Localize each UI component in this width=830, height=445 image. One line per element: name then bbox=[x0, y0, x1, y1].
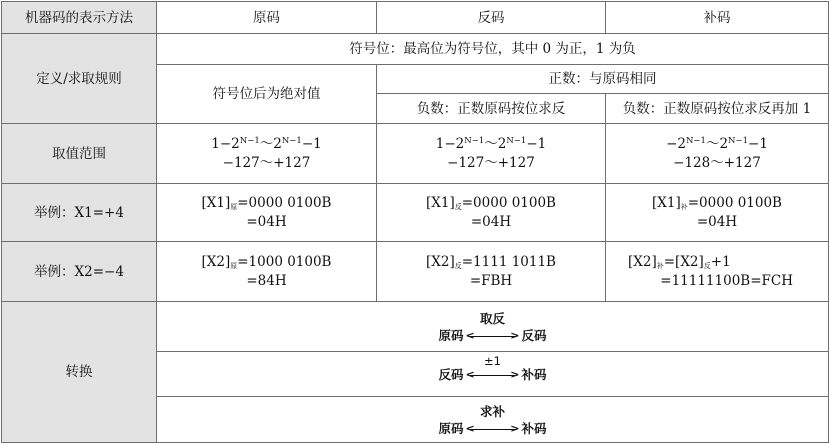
example2-label: 举例：X2=−4 bbox=[2, 242, 157, 302]
example2-twos-binary: $[X2]_补=[X2]_反+1$ bbox=[628, 253, 731, 270]
ones-negative-rule: 负数：正数原码按位求反 bbox=[377, 94, 606, 124]
double-arrow-icon: ±1 < > bbox=[465, 354, 520, 381]
double-arrow-icon: < > bbox=[465, 422, 520, 435]
conversion-2-left: 反码 bbox=[438, 366, 464, 382]
header-method: 机器码的表示方法 bbox=[2, 2, 157, 34]
positive-rule: 正数：与原码相同 bbox=[377, 65, 829, 94]
example1-ones-hex: =04H bbox=[470, 213, 512, 230]
conversion-3-right: 补码 bbox=[521, 420, 547, 436]
header-original: 原码 bbox=[157, 2, 377, 34]
range-original bbox=[157, 124, 377, 184]
conversion-label: 转换 bbox=[2, 302, 157, 443]
range-ones bbox=[377, 124, 606, 184]
conversion-row-1 bbox=[157, 302, 829, 352]
example2-original-hex: =84H bbox=[246, 272, 287, 289]
range-twos bbox=[606, 124, 829, 184]
example1-original-hex: =04H bbox=[246, 213, 287, 230]
range-twos-formula: $-2^{N-1}\sim 2^{N-1}-1$ bbox=[666, 135, 768, 152]
conversion-3-left: 原码 bbox=[438, 420, 464, 436]
header-ones: 反码 bbox=[377, 2, 606, 34]
conversion-1-over-label: 取反 bbox=[479, 310, 505, 326]
conversion-2-over-label: ±1 bbox=[484, 354, 501, 368]
sign-rule: 符号位：最高位为符号位，其中 0 为正，1 为负 bbox=[157, 34, 829, 65]
conversion-1-right: 反码 bbox=[521, 327, 547, 343]
range-twos-example: −128～+127 bbox=[673, 154, 761, 171]
example2-twos-hex: =11111100B=FCH bbox=[660, 272, 793, 289]
example1-twos-binary: $[X1]_补=0000$ 0100B bbox=[652, 194, 782, 211]
range-label: 取值范围 bbox=[2, 124, 157, 184]
machine-code-table bbox=[1, 1, 829, 443]
header-twos: 补码 bbox=[606, 2, 829, 34]
conversion-3-over-label: 求补 bbox=[479, 403, 505, 419]
example2-original bbox=[157, 242, 377, 302]
twos-negative-rule: 负数：正数原码按位求反再加 1 bbox=[606, 94, 829, 124]
example1-original-binary: $[X1]_原=0000$ 0100B bbox=[201, 194, 332, 211]
example1-twos bbox=[606, 184, 829, 242]
range-ones-example: −127～+127 bbox=[447, 154, 535, 171]
example1-ones-binary: $[X1]_反=0000$ 0100B bbox=[426, 194, 556, 211]
example2-original-binary: $[X2]_原=1000$ 0100B bbox=[201, 253, 332, 270]
conversion-row-2 bbox=[157, 352, 829, 397]
example1-ones bbox=[377, 184, 606, 242]
example2-twos bbox=[606, 242, 829, 302]
conversion-row-3 bbox=[157, 397, 829, 443]
example2-ones-binary: $[X2]_反=1111$ 1011B bbox=[426, 253, 556, 270]
original-rule: 符号位后为绝对值 bbox=[157, 65, 377, 124]
definition-label: 定义/求取规则 bbox=[2, 34, 157, 124]
conversion-1-left: 原码 bbox=[438, 327, 464, 343]
double-arrow-icon: < > bbox=[465, 329, 520, 342]
example2-ones bbox=[377, 242, 606, 302]
example1-original bbox=[157, 184, 377, 242]
example1-twos-hex: =04H bbox=[696, 213, 738, 230]
example2-ones-hex: =FBH bbox=[469, 272, 513, 289]
range-original-formula: $1-2^{N-1}\sim 2^{N-1}-1$ bbox=[211, 135, 322, 152]
conversion-2-right: 补码 bbox=[521, 366, 547, 382]
range-ones-formula: $1-2^{N-1}\sim 2^{N-1}-1$ bbox=[435, 135, 547, 152]
example1-label: 举例：X1=+4 bbox=[2, 184, 157, 242]
range-original-example: −127～+127 bbox=[222, 154, 311, 171]
